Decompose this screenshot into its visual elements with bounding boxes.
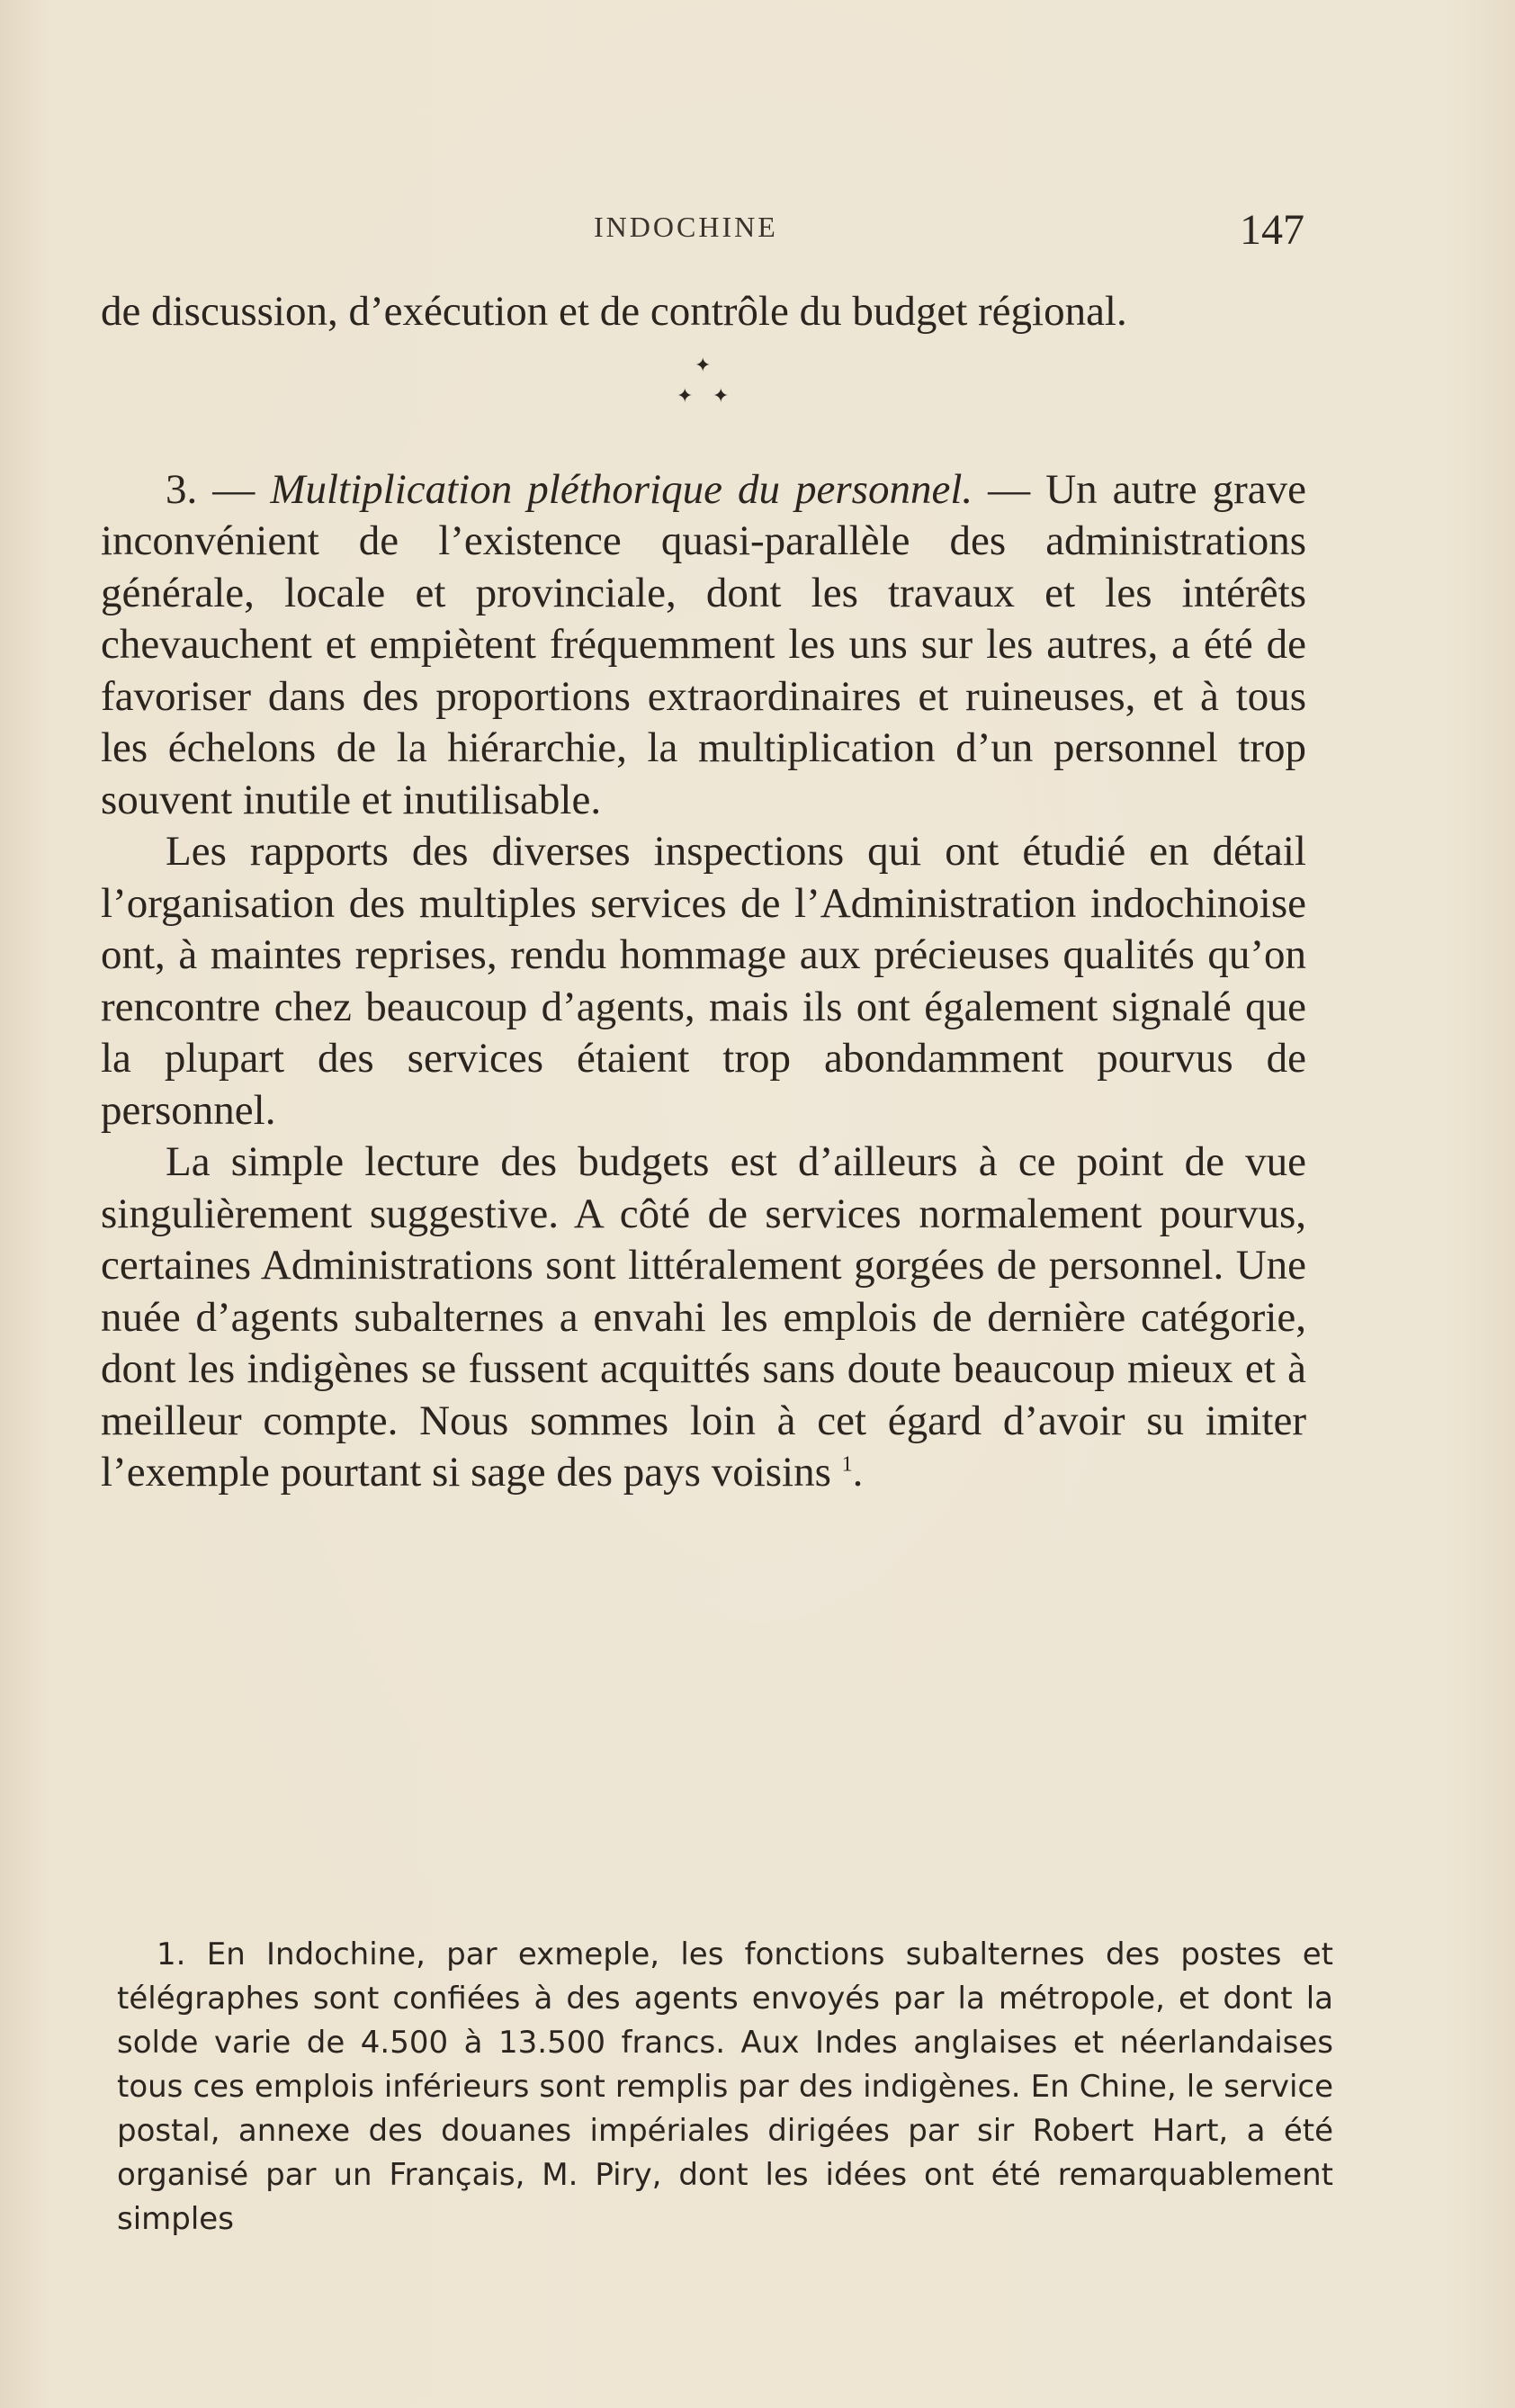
asterism-separator	[101, 338, 1306, 464]
asterism-star-icon: ✦	[713, 384, 730, 408]
section-number: 3. —	[166, 465, 255, 513]
continued-paragraph: de discussion, d’exécution et de contrôle du budget régional.	[101, 288, 1127, 335]
running-title: INDOCHINE	[594, 211, 778, 243]
paragraph-inspections: Les rapports des diverses inspections qui ont étudié en détail l’organisation des multiples services de l’Administration indochinoise ont, à maintes reprises, rendu hommage aux précieuses qualités qu’on rencontre chez beaucoup d’agents, mais ils ont également signalé que la plupart des services étaient trop abondamment pourvus de personnel.	[101, 828, 1306, 1134]
main-text	[101, 286, 1306, 1499]
footnote	[117, 1933, 1333, 2242]
paragraph-budgets	[101, 1137, 1306, 1499]
asterism-star-icon: ✦	[695, 354, 712, 377]
section-paragraph	[101, 464, 1306, 827]
asterism-star-icon: ✦	[677, 384, 694, 408]
running-head	[108, 205, 1304, 254]
paragraph-budgets-text: La simple lecture des budgets est d’ailleurs à ce point de vue singulièrement suggestive. A côté de services normalement pourvus, certaines Administrations sont littéralement gorgées de personnel. Une nuée d’agents subalternes a envahi les emplois de dernière catégorie, dont les indigènes se fussent acquittés sans doute beaucoup mieux et à meilleur compte. Nous sommes loin à cet égard d’avoir su imiter l’exemple pourtant si sage des pays voisins	[101, 1138, 1306, 1496]
section-title: Multiplication pléthorique du personnel.	[270, 465, 973, 513]
paragraph-budgets-end: .	[852, 1449, 864, 1496]
page-number: 147	[1240, 206, 1304, 254]
footnotes	[117, 1933, 1333, 2242]
footnote-label: 1.	[157, 1936, 186, 1972]
footnote-text: En Indochine, par exmeple, les fonctions subalternes des postes et télégraphes sont confiées à des agents envoyés par la métropole, et dont la solde varie de 4.500 à 13.500 francs. Aux Indes anglaises et néerlandaises tous ces emplois inférieurs sont remplis par des indigènes. En Chine, le service postal, annexe des douanes impériales dirigées par sir Robert Hart, a été organisé par un Français, M. Piry, dont les idées ont été remarquablement simples	[117, 1936, 1333, 2237]
footnote-reference[interactable]: 1	[841, 1452, 853, 1477]
section-paragraph-text: — Un autre grave inconvénient de l’existence quasi-parallèle des administrations générale, locale et provinciale, dont les travaux et les intérêts chevauchent et empiètent fréquemment les uns sur les autres, a été de favoriser dans des proportions extraordinaires et ruineuses, et à tous les échelons de la hiérarchie, la multiplication d’un personnel trop souvent inutile et inutilisable.	[101, 465, 1306, 823]
